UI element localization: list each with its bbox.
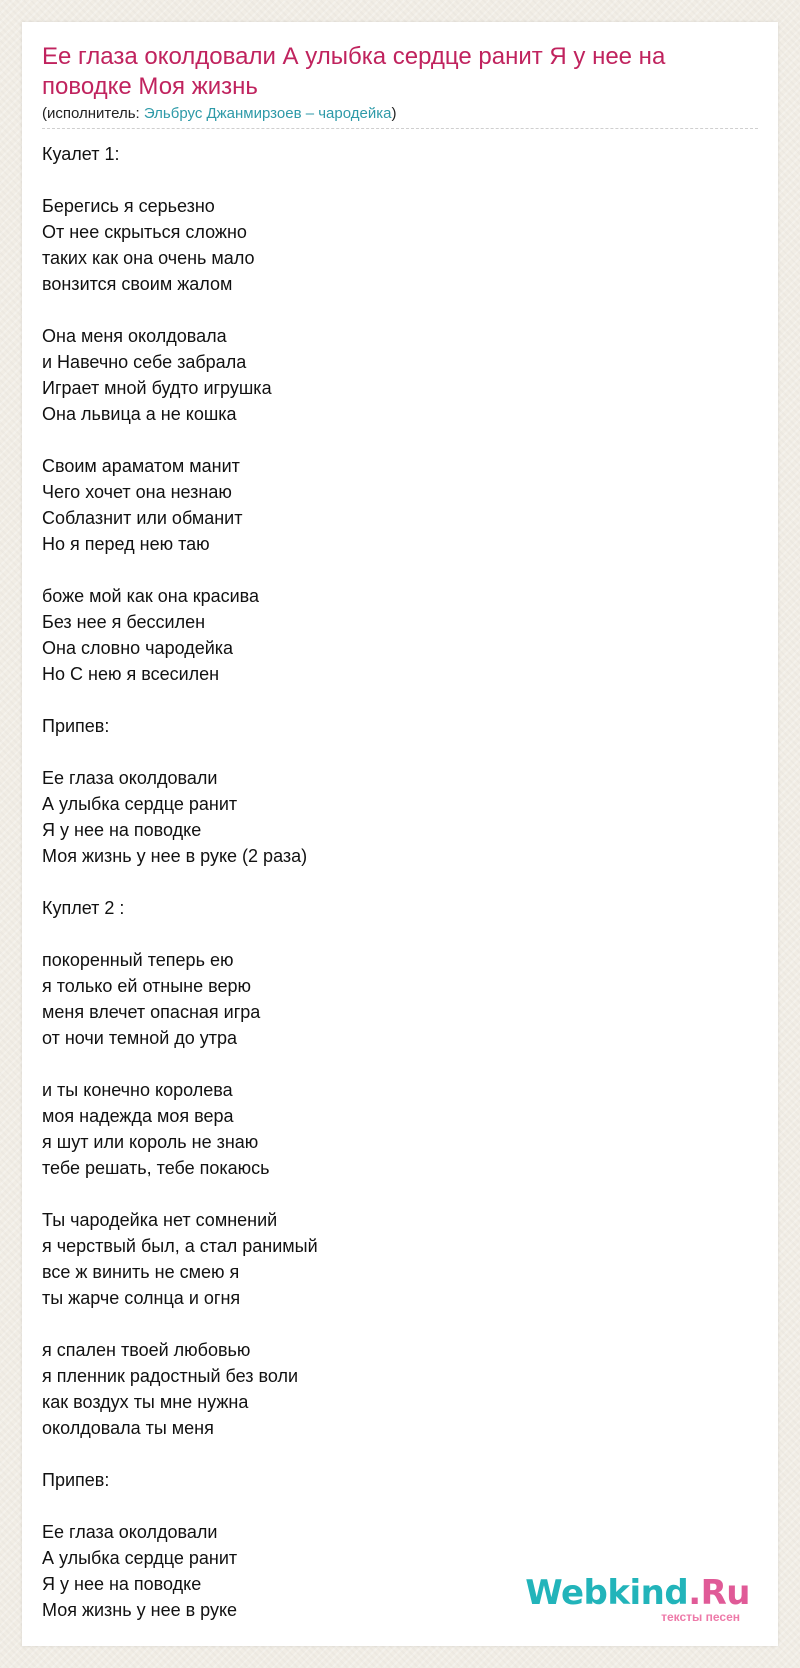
lyrics-line: Она словно чародейка [42,638,234,658]
lyrics-line: Куплет 2 : [42,898,125,918]
lyrics-line: Ее глаза околдовали [42,768,218,788]
performer-link[interactable]: Эльбрус Джанмирзоев – чародейка [143,105,392,122]
lyrics-body [42,141,758,1623]
lyrics-line: Берегись я серьезно [42,196,215,216]
lyrics-line [42,297,758,323]
lyrics-line: Своим араматом манит [42,456,240,476]
lyrics-line: А улыбка сердце ранит [42,794,238,814]
lyrics-line [42,921,758,947]
lyrics-line: Припев: [42,716,110,736]
lyrics-line: Моя жизнь у нее в руке [42,1600,238,1620]
lyrics-line: Но я перед нею таю [42,534,210,554]
lyrics-line [42,557,758,583]
lyrics-line: Припев: [42,1470,110,1490]
lyrics-line: А улыбка сердце ранит [42,1548,238,1568]
lyrics-line: покоренный теперь ею [42,950,234,970]
lyrics-line: Без нее я бессилен [42,612,206,632]
logo-wordmark [525,1574,750,1612]
lyrics-line [42,1493,758,1519]
lyrics-line: Ее глаза околдовали [42,1522,218,1542]
performer-prefix: (исполнитель: [42,105,144,122]
lyrics-line: Но С нею я всесилен [42,664,220,684]
lyrics-line [42,687,758,713]
lyrics-line: я спален твоей любовью [42,1340,251,1360]
lyrics-line: все ж винить не смею я [42,1262,240,1282]
lyrics-line [42,427,758,453]
lyrics-line: я только ей отныне верю [42,976,252,996]
lyrics-line: От нее скрыться сложно [42,222,247,242]
logo-dot: . [688,1573,701,1613]
lyrics-line: вонзится своим жалом [42,274,233,294]
lyrics-line: Ты чародейка нет сомнений [42,1210,278,1230]
lyrics-line: тебе решать, тебе покаюсь [42,1158,270,1178]
lyrics-line: околдовала ты меня [42,1418,214,1438]
lyrics-line [42,1051,758,1077]
lyrics-line: я пленник радостный без воли [42,1366,299,1386]
logo-tagline: тексты песен [661,1610,740,1624]
lyrics-line: Я у нее на поводке [42,1574,202,1594]
logo-tld: Ru [700,1573,750,1613]
lyrics-line: боже мой как она красива [42,586,260,606]
lyrics-line: я черствый был, а стал ранимый [42,1236,318,1256]
lyrics-line [42,167,758,193]
lyrics-line [42,869,758,895]
lyrics-line [42,1441,758,1467]
lyrics-line: Она меня околдовала [42,326,227,346]
lyrics-line [42,739,758,765]
lyrics-card [22,22,778,1646]
page-title: Ее глаза околдовали А улыбка сердце ранит Я у нее на поводке Моя жизнь [42,43,666,100]
logo-word: Webkind [525,1573,689,1613]
lyrics-line: меня влечет опасная игра [42,1002,261,1022]
lyrics-line: Куалет 1: [42,144,120,164]
lyrics-line: моя надежда моя вера [42,1106,234,1126]
lyrics-line: Соблазнит или обманит [42,508,243,528]
lyrics-line: и Навечно себе забрала [42,352,247,372]
performer-suffix: ) [391,105,397,122]
performer-line [42,104,758,129]
lyrics-line: от ночи темной до утра [42,1028,238,1048]
lyrics-line: таких как она очень мало [42,248,255,268]
lyrics-line: как воздух ты мне нужна [42,1392,249,1412]
lyrics-line [42,1311,758,1337]
lyrics-line: ты жарче солнца и огня [42,1288,241,1308]
lyrics-line: Чего хочет она незнаю [42,482,232,502]
lyrics-line [42,1181,758,1207]
lyrics-line: Моя жизнь у нее в руке (2 раза) [42,846,308,866]
lyrics-line: Я у нее на поводке [42,820,202,840]
lyrics-line: я шут или король не знаю [42,1132,259,1152]
webkind-logo[interactable] [525,1573,750,1626]
lyrics-line: Она львица а не кошка [42,404,237,424]
lyrics-line: и ты конечно королева [42,1080,233,1100]
lyrics-line: Играет мной будто игрушка [42,378,272,398]
